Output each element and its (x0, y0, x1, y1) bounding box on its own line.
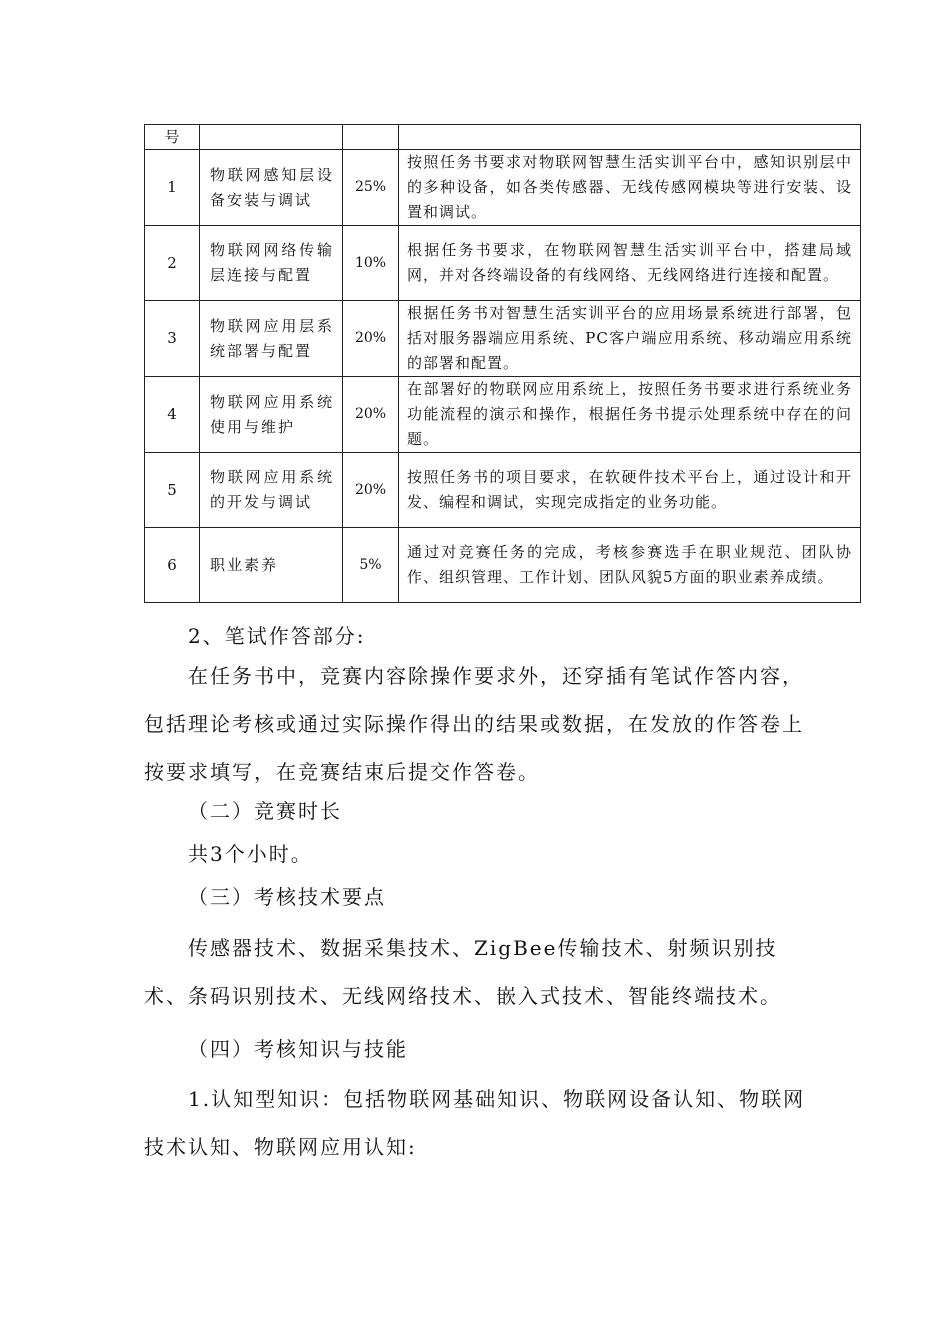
knowledge-paragraph: 1.认知型知识：包括物联网基础知识、物联网设备认知、物联网技术认知、物联网应用认知: (144, 1087, 806, 1159)
header-empty-cell (399, 125, 861, 150)
row-number: 5 (145, 453, 200, 528)
row-number: 4 (145, 377, 200, 453)
section-heading-written-part: 2、笔试作答部分: (188, 624, 366, 648)
row-weight: 20% (343, 377, 399, 453)
row-weight: 20% (343, 453, 399, 528)
section-heading-duration: （二）竞赛时长 (188, 799, 342, 823)
row-description: 通过对竞赛任务的完成，考核参赛选手在职业规范、团队协作、组织管理、工作计划、团队风貌5方面的职业素养成绩。 (399, 528, 861, 603)
row-weight: 20% (343, 301, 399, 377)
header-fragment-cell: 号 (145, 125, 200, 150)
header-empty-cell (343, 125, 399, 150)
written-part-paragraph: 在任务书中，竞赛内容除操作要求外，还穿插有笔试作答内容，包括理论考核或通过实际操作得出的结果或数据，在发放的作答卷上按要求填写，在竞赛结束后提交作答卷。 (144, 664, 804, 784)
row-weight: 25% (343, 150, 399, 226)
row-number: 2 (145, 226, 200, 301)
row-description: 在部署好的物联网应用系统上，按照任务书要求进行系统业务功能流程的演示和操作，根据任务书提示处理系统中存在的问题。 (399, 377, 861, 453)
row-number: 3 (145, 301, 200, 377)
row-description: 按照任务书要求对物联网智慧生活实训平台中，感知识别层中的多种设备，如各类传感器、无线传感网模块等进行安装、设置和调试。 (399, 150, 861, 226)
table-row (145, 301, 861, 377)
table-row (145, 226, 861, 301)
table-row (145, 377, 861, 453)
row-item: 职业素养 (200, 528, 343, 603)
row-weight: 10% (343, 226, 399, 301)
row-item: 物联网应用系统的开发与调试 (200, 453, 343, 528)
row-weight: 5% (343, 528, 399, 603)
row-item: 物联网应用系统使用与维护 (200, 377, 343, 453)
row-item: 物联网感知层设备安装与调试 (200, 150, 343, 226)
header-empty-cell (200, 125, 343, 150)
table-header-row (145, 125, 861, 150)
duration-paragraph: 共3个小时。 (188, 842, 313, 866)
row-number: 6 (145, 528, 200, 603)
row-description: 根据任务书对智慧生活实训平台的应用场景系统进行部署，包括对服务器端应用系统、PC客户端应用系统、移动端应用系统的部署和配置。 (399, 301, 861, 377)
row-item: 物联网网络传输层连接与配置 (200, 226, 343, 301)
section-heading-tech-points: （三）考核技术要点 (188, 885, 386, 909)
row-description: 根据任务书要求，在物联网智慧生活实训平台中，搭建局域网，并对各终端设备的有线网络、无线网络进行连接和配置。 (399, 226, 861, 301)
section-heading-knowledge-skills: （四）考核知识与技能 (188, 1037, 408, 1061)
row-number: 1 (145, 150, 200, 226)
table-row (145, 150, 861, 226)
table-row (145, 453, 861, 528)
competition-content-table (144, 124, 861, 603)
row-description: 按照任务书的项目要求，在软硬件技术平台上，通过设计和开发、编程和调试，实现完成指定的业务功能。 (399, 453, 861, 528)
table-row (145, 528, 861, 603)
row-item: 物联网应用层系统部署与配置 (200, 301, 343, 377)
tech-points-paragraph: 传感器技术、数据采集技术、ZigBee传输技术、射频识别技术、条码识别技术、无线网络技术、嵌入式技术、智能终端技术。 (144, 936, 782, 1008)
